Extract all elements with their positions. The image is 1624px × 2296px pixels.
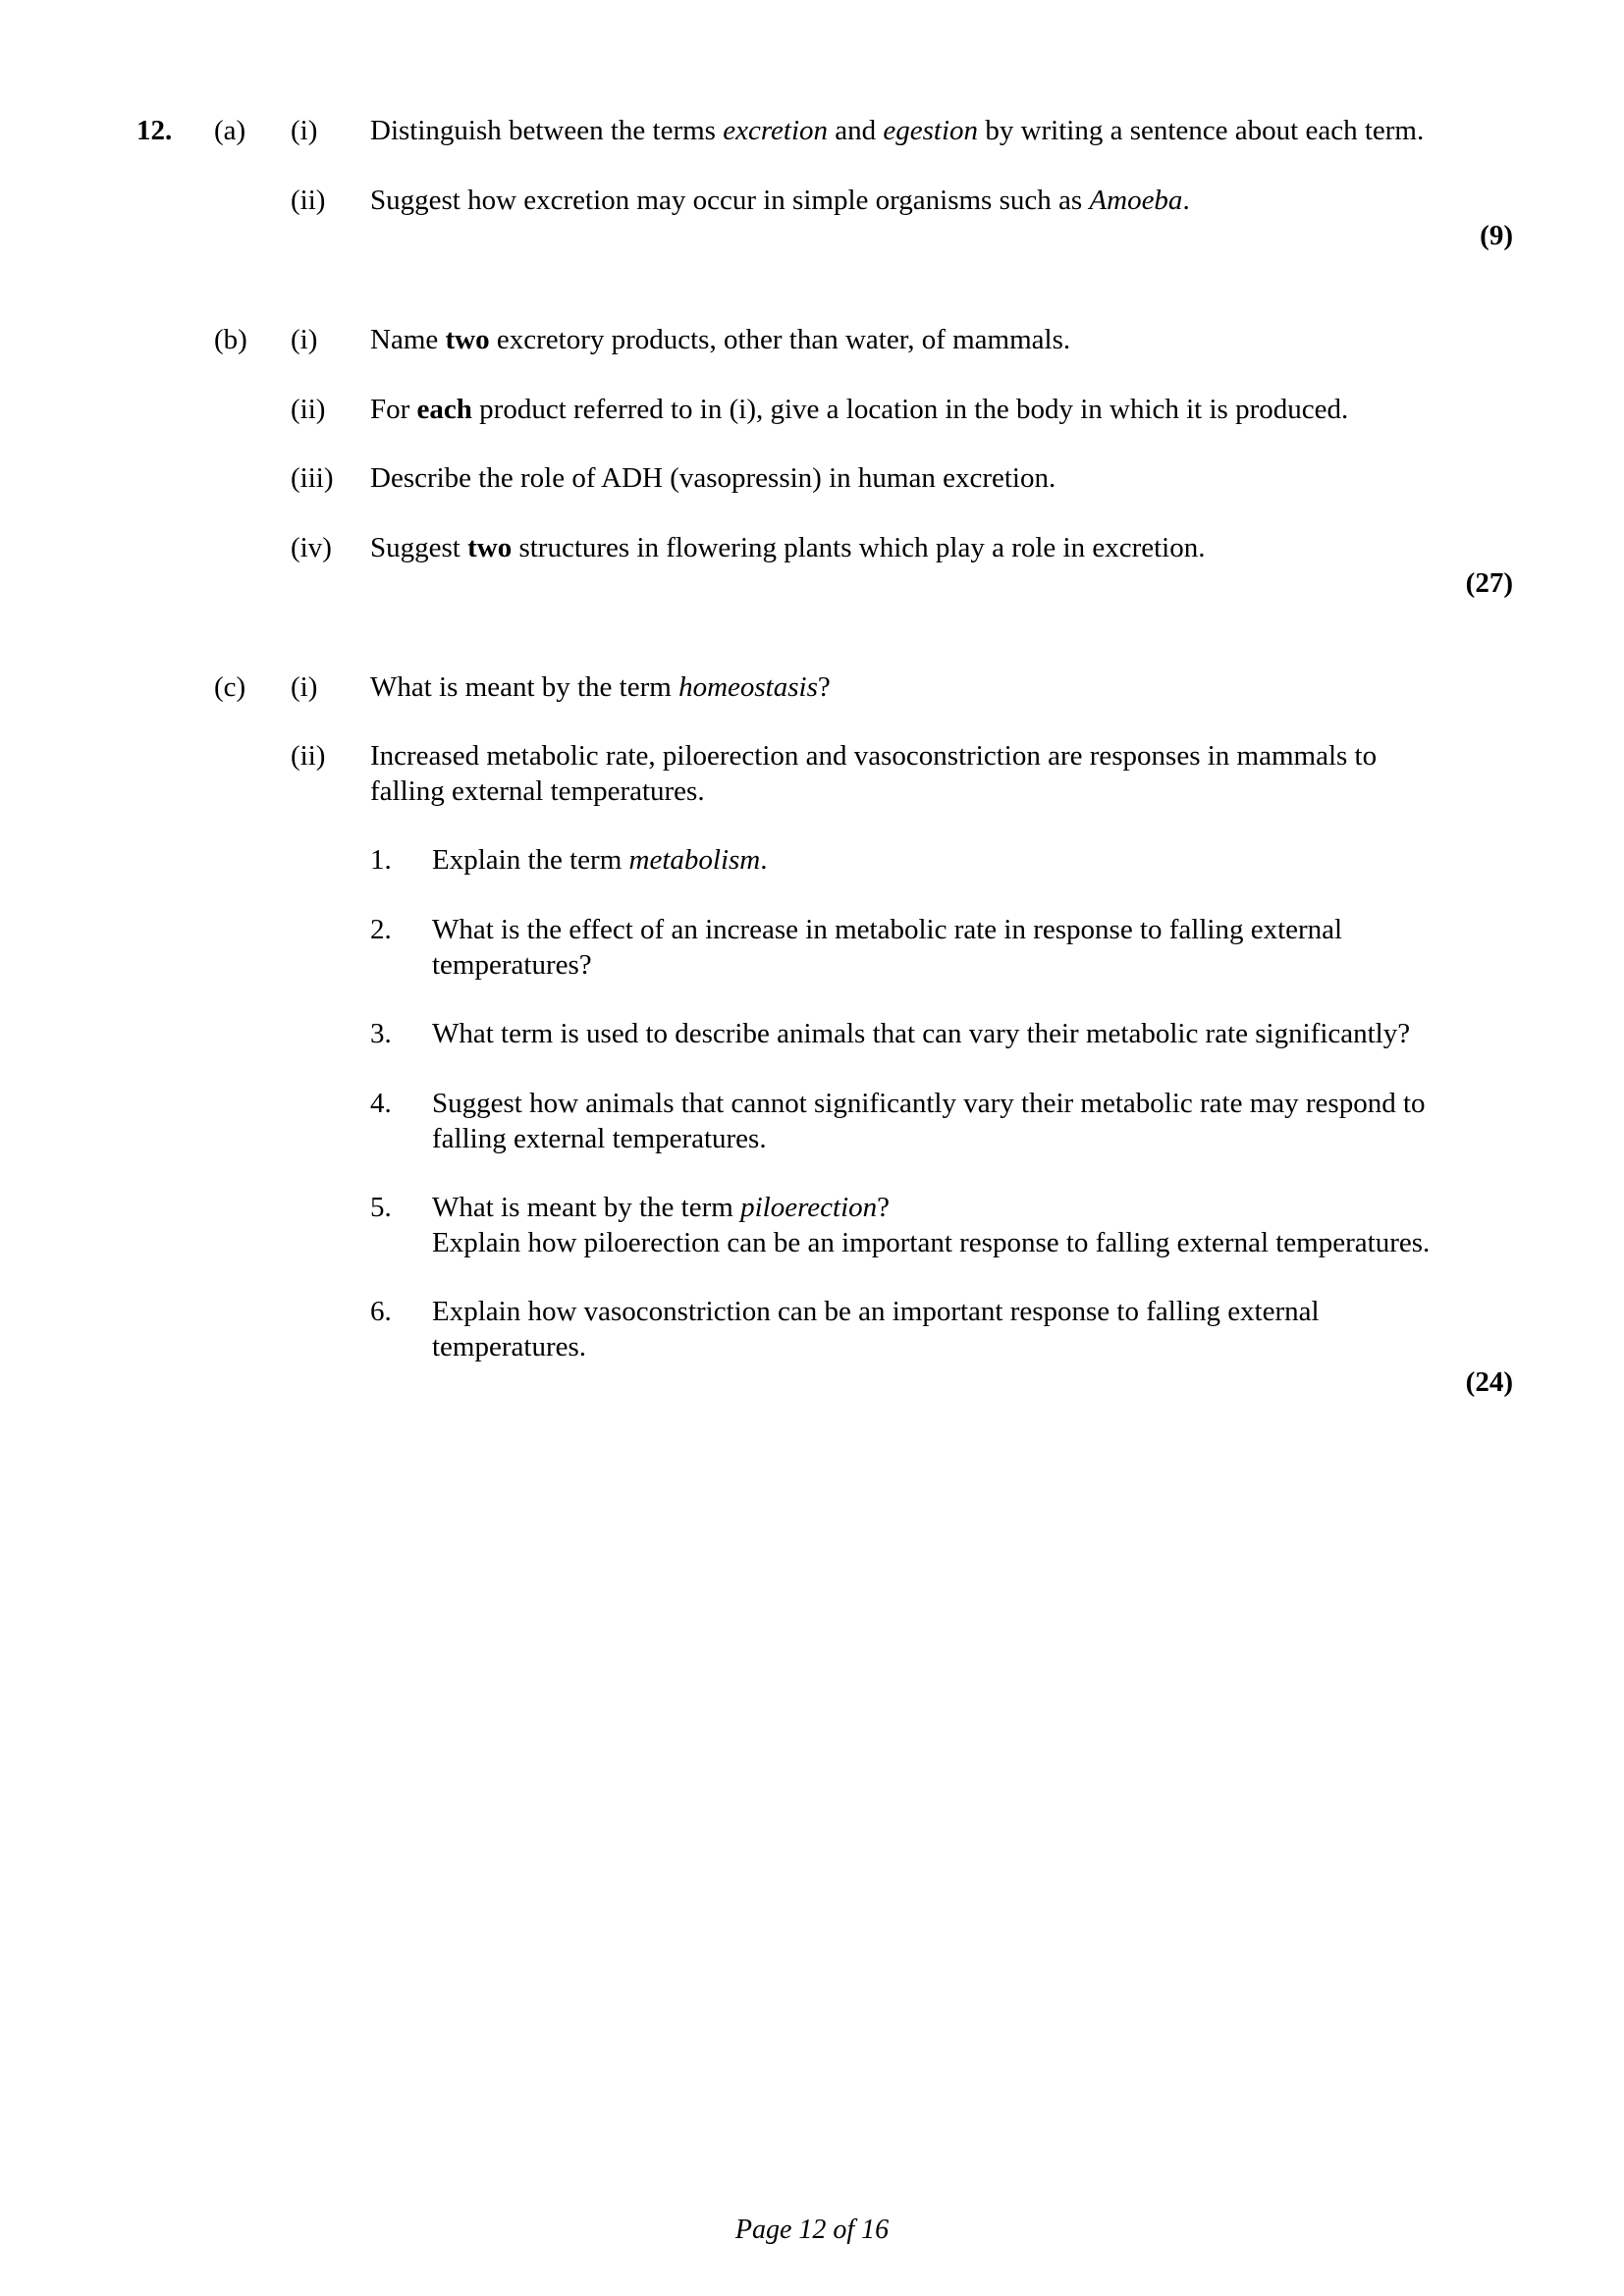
item-text bbox=[370, 113, 1424, 148]
item-label: (ii) bbox=[291, 740, 326, 772]
item-label: (iii) bbox=[291, 462, 334, 494]
emphasis-bold: two bbox=[445, 324, 490, 355]
subitem-number: 1. bbox=[370, 844, 392, 876]
marks-b: (27) bbox=[1465, 567, 1513, 599]
text-run: Describe the role of ADH (vasopressin) in human excretion. bbox=[370, 462, 1056, 494]
item-text bbox=[370, 460, 1056, 496]
subitem-number: 2. bbox=[370, 914, 392, 945]
question-number: 12. bbox=[136, 115, 173, 146]
item-label: (i) bbox=[291, 115, 318, 146]
text-run: What is the effect of an increase in metabolic rate in response to falling external bbox=[432, 914, 1343, 945]
emphasis-italic: egestion bbox=[883, 115, 979, 146]
subitem-number: 4. bbox=[370, 1088, 392, 1119]
subitem-text bbox=[432, 1190, 890, 1225]
emphasis-bold: each bbox=[416, 394, 472, 425]
subitem-text bbox=[432, 842, 768, 878]
text-run: Explain the term bbox=[432, 844, 629, 876]
subitem-text bbox=[432, 1225, 1430, 1260]
text-run: Suggest bbox=[370, 532, 468, 563]
emphasis-italic: piloerection bbox=[740, 1192, 878, 1223]
item-label: (i) bbox=[291, 324, 318, 355]
emphasis-italic: excretion bbox=[723, 115, 829, 146]
marks-a: (9) bbox=[1480, 220, 1513, 251]
item-text bbox=[370, 322, 1070, 357]
text-run: by writing a sentence about each term. bbox=[978, 115, 1425, 146]
item-text bbox=[370, 669, 831, 705]
page-footer: Page 12 of 16 bbox=[734, 2215, 890, 2245]
text-run: Explain how vasoconstriction can be an important response to falling external bbox=[432, 1296, 1320, 1327]
subitem-text bbox=[432, 1086, 1426, 1121]
emphasis-italic: Amoeba bbox=[1089, 185, 1183, 216]
subitem-text bbox=[432, 1016, 1410, 1051]
item-text-line: Increased metabolic rate, piloerection and vasoconstriction are responses in mammals to bbox=[370, 740, 1378, 772]
item-label: (ii) bbox=[291, 394, 326, 425]
text-run: Explain how piloerection can be an important response to falling external temperatures. bbox=[432, 1227, 1431, 1258]
item-text bbox=[370, 530, 1205, 565]
part-label-b: (b) bbox=[214, 324, 247, 355]
item-text-line: falling external temperatures. bbox=[370, 775, 705, 807]
text-run: structures in flowering plants which play a role in excretion. bbox=[512, 532, 1206, 563]
text-run: falling external temperatures. bbox=[432, 1123, 767, 1154]
emphasis-bold: two bbox=[467, 532, 513, 563]
text-run: For bbox=[370, 394, 417, 425]
item-label: (iv) bbox=[291, 532, 332, 563]
item-text bbox=[370, 392, 1348, 427]
text-run: temperatures. bbox=[432, 1331, 587, 1362]
subitem-text bbox=[432, 912, 1342, 947]
text-run: . bbox=[1182, 185, 1190, 216]
text-run: Suggest how excretion may occur in simple organisms such as bbox=[370, 185, 1090, 216]
text-run: Suggest how animals that cannot significantly vary their metabolic rate may respond to bbox=[432, 1088, 1426, 1119]
text-run: What term is used to describe animals that can vary their metabolic rate significantly? bbox=[432, 1018, 1411, 1049]
text-run: What is meant by the term bbox=[370, 671, 679, 703]
emphasis-italic: homeostasis bbox=[678, 671, 818, 703]
text-run: . bbox=[760, 844, 768, 876]
subitem-text bbox=[432, 1121, 767, 1156]
subitem-text bbox=[432, 1329, 586, 1364]
item-text bbox=[370, 183, 1190, 218]
emphasis-italic: metabolism bbox=[628, 844, 761, 876]
text-run: Name bbox=[370, 324, 446, 355]
text-run: Distinguish between the terms bbox=[370, 115, 724, 146]
subitem-text bbox=[432, 947, 592, 983]
part-label-c: (c) bbox=[214, 671, 246, 703]
text-run: and bbox=[828, 115, 884, 146]
text-run: What is meant by the term bbox=[432, 1192, 741, 1223]
text-run: excretory products, other than water, of mammals. bbox=[489, 324, 1071, 355]
text-run: ? bbox=[817, 671, 831, 703]
subitem-text bbox=[432, 1294, 1320, 1329]
item-label: (ii) bbox=[291, 185, 326, 216]
text-run: ? bbox=[877, 1192, 891, 1223]
part-label-a: (a) bbox=[214, 115, 246, 146]
subitem-number: 6. bbox=[370, 1296, 392, 1327]
text-run: product referred to in (i), give a location in the body in which it is produced. bbox=[471, 394, 1349, 425]
text-run: temperatures? bbox=[432, 949, 592, 981]
subitem-number: 5. bbox=[370, 1192, 392, 1223]
subitem-number: 3. bbox=[370, 1018, 392, 1049]
item-label: (i) bbox=[291, 671, 318, 703]
marks-c: (24) bbox=[1465, 1366, 1513, 1398]
